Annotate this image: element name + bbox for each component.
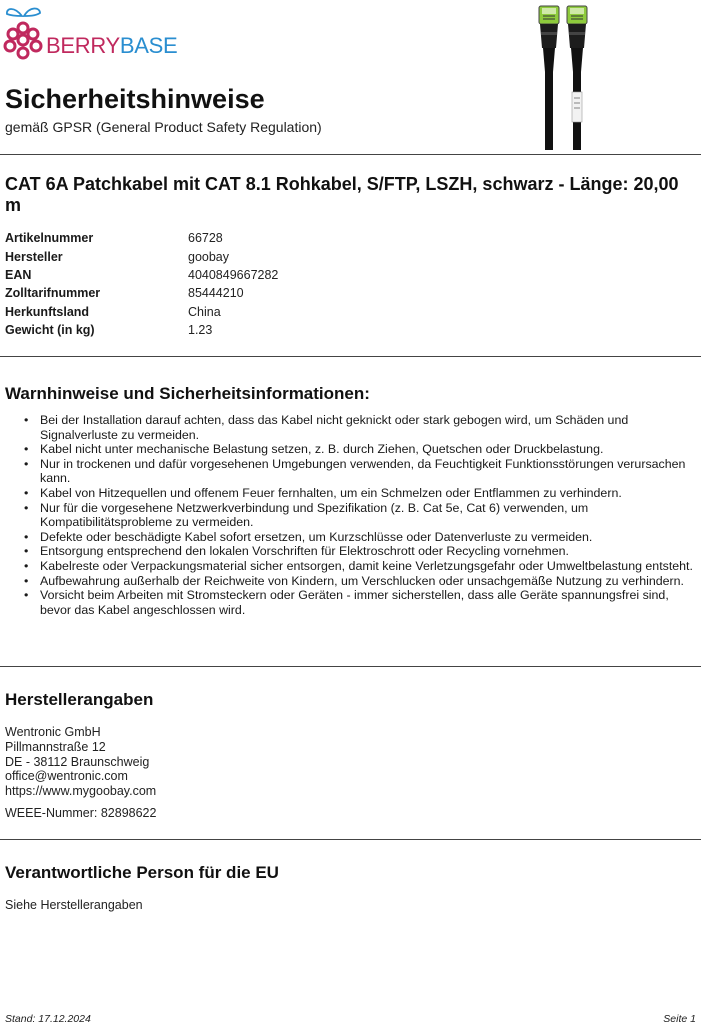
divider <box>0 839 701 840</box>
eu-responsible-title: Verantwortliche Person für die EU <box>5 863 279 882</box>
list-item: • Kabel von Hitzequellen und offenem Feuer fernhalten, um ein Schmelzen oder Entflammen zu verhindern. <box>24 486 696 501</box>
weee-number: WEEE-Nummer: 82898622 <box>5 805 157 820</box>
page-header <box>0 0 701 150</box>
spec-label: Hersteller <box>5 249 63 264</box>
spec-value: goobay <box>188 249 230 264</box>
spec-value: 4040849667282 <box>188 267 279 282</box>
city-address: DE - 38112 Braunschweig <box>5 754 150 769</box>
logo-wordmark <box>46 33 177 59</box>
patch-cable-icon <box>534 2 620 150</box>
spec-row <box>5 284 278 302</box>
spec-label: Zolltarifnummer <box>5 286 101 301</box>
divider <box>0 154 701 155</box>
spec-row <box>5 321 278 339</box>
product-specs-table <box>5 229 278 339</box>
list-item: • Kabelreste oder Verpackungsmaterial sicher entsorgen, damit keine Verletzungsgefahr oder Umweltbelastung entsteht. <box>24 559 696 574</box>
warnings-list <box>24 413 696 617</box>
product-name: CAT 6A Patchkabel mit CAT 8.1 Rohkabel, S/FTP, LSZH, schwarz - Länge: 20,00 m <box>5 174 679 215</box>
list-item: • Nur in trockenen und dafür vorgesehenen Umgebungen verwenden, da Feuchtigkeit Funktionsstörungen verursachen kann. <box>24 457 696 486</box>
spec-label: Artikelnummer <box>5 231 94 246</box>
street-address: Pillmannstraße 12 <box>5 739 106 754</box>
manufacturer-address <box>5 725 156 821</box>
email-address: office@wentronic.com <box>5 769 128 784</box>
spec-row <box>5 229 278 247</box>
manufacturer-title: Herstellerangaben <box>5 690 154 709</box>
spec-label: Herkunftsland <box>5 304 90 319</box>
berrybase-logo <box>2 4 182 66</box>
logo-text-base: BASE <box>119 33 178 58</box>
spec-value: China <box>188 304 221 319</box>
footer-page-number: Seite 1 <box>663 1013 696 1024</box>
list-item: • Entsorgung entsprechend den lokalen Vorschriften für Elektroschrott oder Recycling vornehmen. <box>24 544 696 559</box>
spec-label: EAN <box>5 267 32 282</box>
divider <box>0 356 701 357</box>
list-item: • Nur für die vorgesehene Netzwerkverbindung und Spezifikation (z. B. Cat 5e, Cat 6) verwenden, um Kompatibilitätsprobleme zu vermeiden. <box>24 501 696 530</box>
list-item: • Vorsicht beim Arbeiten mit Stromsteckern oder Geräten - immer sicherstellen, dass alle Geräte spannungsfrei sind, bevor das Kabel angeschlossen wird. <box>24 588 696 617</box>
logo-text-berry: BERRY <box>46 33 120 58</box>
spec-value: 85444210 <box>188 286 244 301</box>
list-item: • Kabel nicht unter mechanische Belastung setzen, z. B. durch Ziehen, Quetschen oder Druckbelastung. <box>24 442 696 457</box>
page-title: Sicherheitshinweise <box>5 84 265 114</box>
spec-label: Gewicht (in kg) <box>5 323 95 338</box>
list-item: • Bei der Installation darauf achten, dass das Kabel nicht geknickt oder stark gebogen wird, um Schäden und Signalverluste zu vermeiden. <box>24 413 696 442</box>
spec-value: 1.23 <box>188 323 213 338</box>
spec-value: 66728 <box>188 231 223 246</box>
divider <box>0 666 701 667</box>
spec-row <box>5 303 278 321</box>
footer-date: Stand: 17.12.2024 <box>5 1013 91 1024</box>
list-item: • Aufbewahrung außerhalb der Reichweite von Kindern, um Verschlucken oder unsachgemäße Nutzung zu verhindern. <box>24 574 696 589</box>
website-url: https://www.mygoobay.com <box>5 784 157 799</box>
spec-row <box>5 266 278 284</box>
company-name: Wentronic GmbH <box>5 725 101 739</box>
page-subtitle: gemäß GPSR (General Product Safety Regulation) <box>5 119 322 135</box>
berry-logo-icon <box>2 4 46 66</box>
warnings-title: Warnhinweise und Sicherheitsinformationen: <box>5 384 370 403</box>
list-item: • Defekte oder beschädigte Kabel sofort ersetzen, um Kurzschlüsse oder Datenverluste zu vermeiden. <box>24 530 696 545</box>
spec-row <box>5 247 278 265</box>
eu-responsible-text: Siehe Herstellerangaben <box>5 898 143 912</box>
